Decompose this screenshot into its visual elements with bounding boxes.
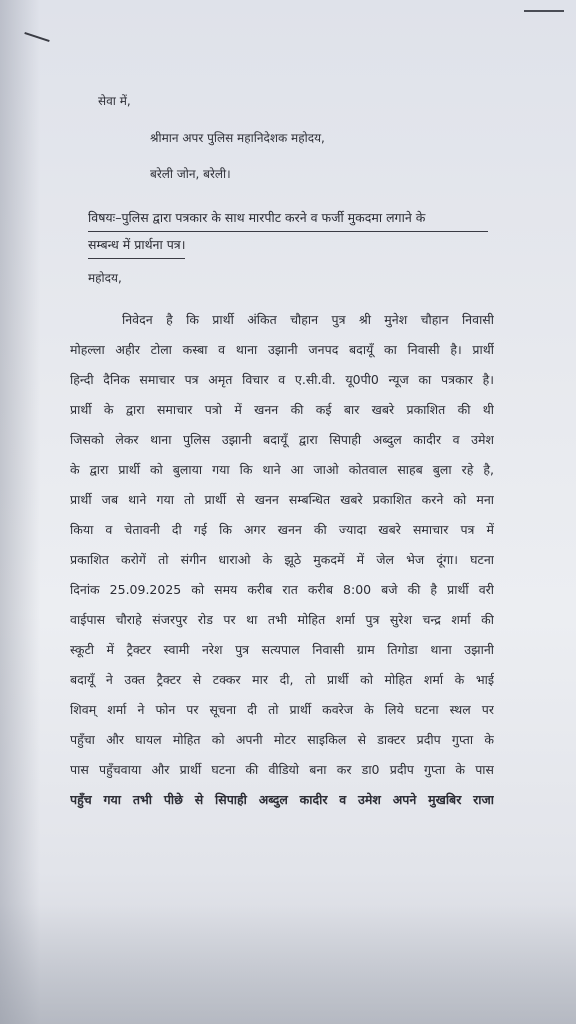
page-shadow-left bbox=[0, 0, 40, 1024]
letter-body bbox=[70, 305, 494, 815]
body-line: मोहल्ला अहीर टोला कस्बा व थाना उझानी जनपद बदायूँ का निवासी है। प्रार्थी bbox=[70, 342, 494, 357]
subject-line: सम्बन्ध में प्रार्थना पत्र। bbox=[88, 232, 185, 259]
body-line: प्रार्थी के द्वारा समाचार पत्रो में खनन की कई बार खबरे प्रकाशित की थी bbox=[70, 402, 494, 417]
salutation: सेवा में, bbox=[98, 94, 131, 108]
body-line: प्रार्थी जब थाने गया तो प्रार्थी से खनन सम्बन्धित खबरे प्रकाशित करने को मना bbox=[70, 492, 494, 507]
pen-mark bbox=[524, 10, 564, 12]
addressee-title: श्रीमान अपर पुलिस महानिदेशक महोदय, bbox=[150, 131, 325, 145]
body-line: पहुँचा और घायल मोहित को अपनी मोटर साइकिल से डाक्टर प्रदीप गुप्ता के bbox=[70, 732, 494, 747]
body-line: के द्वारा प्रार्थी को बुलाया गया कि थाने आ जाओ कोतवाल साहब बुला रहे है, bbox=[70, 462, 494, 477]
subject-line: विषयः–पुलिस द्वारा पत्रकार के साथ मारपीट करने व फर्जी मुकदमा लगाने के bbox=[88, 205, 488, 232]
body-line: निवेदन है कि प्रार्थी अंकित चौहान पुत्र श्री मुनेश चौहान निवासी bbox=[122, 312, 494, 327]
subject-block bbox=[88, 205, 488, 259]
body-line: पास पहुँचवाया और प्रार्थी घटना की वीडियो बना कर डा0 प्रदीप गुप्ता के पास bbox=[70, 762, 494, 777]
body-line: प्रकाशित करोगें तो संगीन धाराओ के झूठे मुकदमें में जेल भेज दूंगा। घटना bbox=[70, 552, 494, 567]
body-line: शिवम् शर्मा ने फोन पर सूचना दी तो प्रार्थी कवरेज के लिये घटना स्थल पर bbox=[70, 702, 494, 717]
body-line: किया व चेतावनी दी गई कि अगर खनन की ज्यादा खबरे समाचार पत्र में bbox=[70, 522, 494, 537]
addressee-location: बरेली जोन, बरेली। bbox=[150, 167, 231, 181]
body-line: दिनांक 25.09.2025 को समय करीब रात करीब 8:00 बजे की है प्रार्थी वरी bbox=[70, 582, 494, 597]
greeting: महोदय, bbox=[88, 271, 122, 285]
body-line: स्कूटी में ट्रैक्टर स्वामी नरेश पुत्र सत्यपाल निवासी ग्राम तिगोडा थाना उझानी bbox=[70, 642, 494, 657]
body-line: जिसको लेकर थाना पुलिस उझानी बदायूँ द्वारा सिपाही अब्दुल कादीर व उमेश bbox=[70, 432, 494, 447]
body-line: हिन्दी दैनिक समाचार पत्र अमृत विचार व ए.सी.वी. यू0पी0 न्यूज का पत्रकार है। bbox=[70, 372, 494, 387]
page-shadow-bottom bbox=[0, 904, 576, 1024]
body-line: बदायूँ ने उक्त ट्रैक्टर से टक्कर मार दी, तो प्रार्थी को मोहित शर्मा के भाई bbox=[70, 672, 494, 687]
body-line: वाईपास चौराहे संजरपुर रोड पर था तभी मोहित शर्मा पुत्र सुरेश चन्द्र शर्मा की bbox=[70, 612, 494, 627]
body-line: पहुँच गया तभी पीछे से सिपाही अब्दुल कादीर व उमेश अपने मुखबिर राजा bbox=[70, 792, 494, 807]
